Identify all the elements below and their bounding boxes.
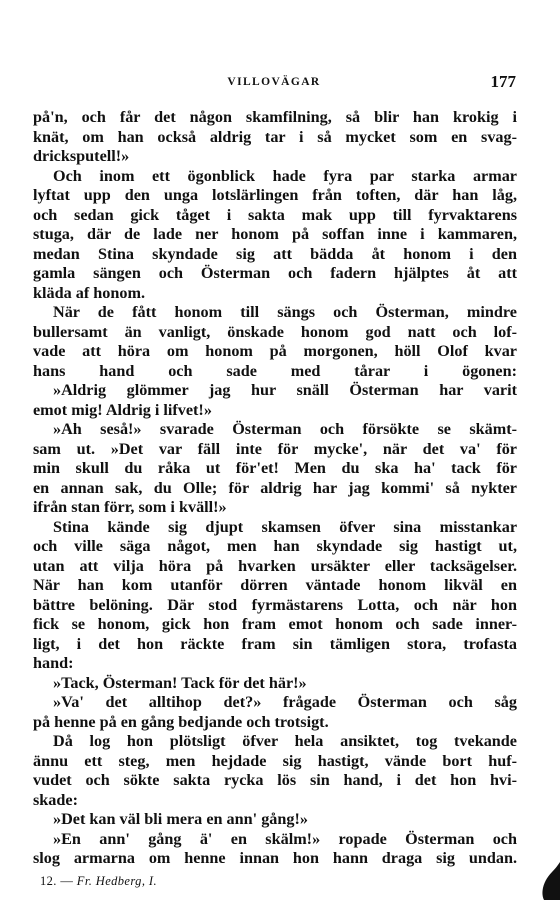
- text-line: »En ann' gång ä' en skälm!» ropade Österman och: [53, 829, 517, 848]
- text-line: och ville säga något, men han skyndade sig hastigt ut,: [33, 537, 517, 555]
- text-line: Stina kände sig djupt skamsen öfver sina misstankar: [53, 517, 517, 536]
- text-line: och sedan gick tåget i sakta mak upp till fyrvaktarens: [33, 205, 517, 224]
- text-line: fick se honom, gick hon fram emot honom och sade inner-: [33, 615, 517, 633]
- text-line: kläda af honom.: [33, 283, 145, 302]
- text-line: medan Stina skyndade sig att bädda åt honom i den: [33, 244, 517, 263]
- text-line: stuga, där de lade ner honom på soffan inne i kammaren,: [33, 225, 517, 243]
- printer-signature: [40, 874, 157, 889]
- text-line: »Tack, Österman! Tack för det här!»: [53, 673, 307, 692]
- text-line: min skull du råka ut för'et! Men du ska ha' tack för: [33, 459, 517, 477]
- text-line: Då log hon plötsligt öfver hela ansiktet, tog tvekande: [53, 732, 517, 750]
- text-line: skade:: [33, 790, 78, 809]
- signature-name: Fr. Hedberg, I.: [76, 874, 157, 888]
- text-line: ännu ett steg, men hejdade sig hastigt, vände bort huf-: [33, 751, 517, 770]
- text-line: hans hand och sade med tårar i ögonen:: [33, 361, 517, 380]
- text-line: en annan sak, du Olle; för aldrig har jag kommi' så nykter: [33, 478, 517, 497]
- text-line: bättre belöning. Där stod fyrmästarens Lotta, och när hon: [33, 595, 517, 614]
- text-line: hand:: [33, 654, 74, 672]
- text-line: »Det kan väl bli mera en ann' gång!»: [53, 810, 308, 828]
- text-line: på'n, och får det någon skamfilning, så blir han krokig i: [33, 108, 517, 126]
- signature-number: 12.: [40, 874, 57, 888]
- text-line: knät, om han också aldrig tar i så mycket som en svag-: [33, 127, 517, 146]
- text-line: emot mig! Aldrig i lifvet!»: [33, 400, 212, 419]
- text-line: på henne på en gång bedjande och trotsigt.: [33, 712, 329, 731]
- text-line: ifrån stan förr, som i kväll!»: [33, 498, 227, 516]
- page-number: 177: [490, 72, 516, 91]
- text-line: dricksputell!»: [33, 147, 130, 165]
- text-line: Och inom ett ögonblick hade fyra par starka armar: [53, 166, 517, 185]
- text-line: När de fått honom till sängs och Österman, mindre: [53, 303, 517, 321]
- running-title: VILLOVÄGAR: [227, 76, 321, 88]
- text-line: gamla sängen och Österman och fadern hjälptes åt att: [33, 264, 517, 282]
- text-line: »Aldrig glömmer jag hur snäll Österman har varit: [53, 381, 517, 399]
- text-line: vade att höra om honom på morgonen, höll Olof kvar: [33, 342, 517, 360]
- text-line: vudet och sökte sakta rycka lös sin hand, i det hon hvi-: [33, 771, 517, 789]
- text-line: lyftat upp den unga lotslärlingen från toften, där han låg,: [33, 186, 517, 204]
- text-line: När han kom utanför dörren väntade honom likväl en: [33, 576, 517, 594]
- text-line: ligt, i det hon räckte fram sin tämligen stora, trofasta: [33, 634, 517, 653]
- body-text: [33, 108, 517, 869]
- text-line: »Ah seså!» svarade Österman och försökte se skämt-: [53, 420, 517, 438]
- text-line: utan att vilja höra på hvarken ursäkter eller tacksägelser.: [33, 556, 517, 575]
- text-line: bullersamt än vanligt, önskade honom god natt och lof-: [33, 322, 517, 341]
- text-line: »Va' det alltihop det?» frågade Österman och såg: [53, 693, 517, 711]
- page-edge-mark: [538, 862, 560, 900]
- text-line: sam ut. »Det var fäll inte för mycke', när det va' för: [33, 439, 517, 458]
- signature-dash: —: [60, 874, 74, 888]
- running-head: [32, 72, 516, 96]
- text-line: slog armarna om henne innan hon hann draga sig undan.: [33, 849, 517, 867]
